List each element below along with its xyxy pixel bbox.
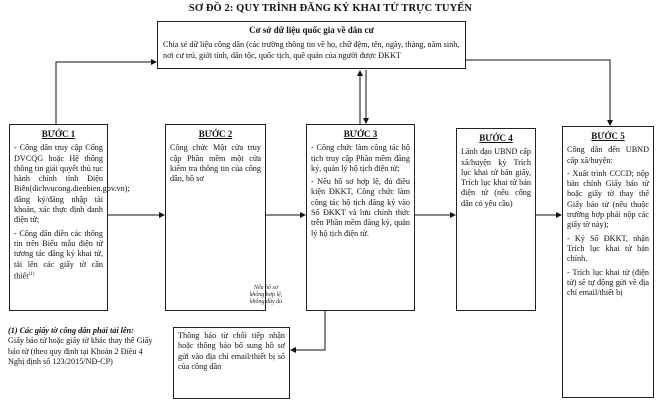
footnote-heading: (1) Các giấy tờ công dân phải tải lên: <box>8 326 134 335</box>
step-3-heading: BƯỚC 3 <box>343 129 378 139</box>
step-5-heading: BƯỚC 5 <box>591 131 625 141</box>
step-1-text-1: - Công dân truy cập Cổng DVCQG hoặc Hệ thống thông tin giải quyết thủ tục hành chính tỉnh Điện Biên(dichvucong.dienbien.gov.vn); đăng ký/đăng nhập tài khoản, xác thực định danh điện tử; <box>14 143 130 225</box>
step-5-text-4: - Trích lục khai tử (điện tử) sẽ tự động gửi về địa chỉ email/thiết bị <box>567 267 649 298</box>
arrow-step3-reject <box>291 311 325 350</box>
step-5-text-1: Công dân đến UBND cấp xã/huyện: <box>567 145 649 165</box>
database-heading: Cơ sở dữ liệu quốc gia về dân cư <box>249 25 374 35</box>
step-5-text-2: - Xuất trình CCCD; nộp bản chính Giấy báo tử hoặc giấy tờ thay thế Giấy báo tử (nếu thuộc trường hợp phải nộp các giấy tờ này); <box>567 168 649 230</box>
reject-condition-note: Nếu hồ sơ không hợp lệ, không đầy đủ <box>249 285 283 305</box>
step-3-text-2: - Nếu hồ sơ hợp lệ, đủ điều kiện ĐKKT, Công chức làm công tác hộ tịch đăng ký vào Sổ ĐKKT và lưu chính thức trên Phần mềm đăng ký, quản lý hộ tịch điện tử. <box>311 177 410 238</box>
step-4-heading: BƯỚC 4 <box>479 133 513 143</box>
step-4-text: Lãnh đạo UBND cấp xã/huyện ký Trích lục khai tử bản giấy, Trích lục khai tử bản điện tử (nếu công dân có yêu cầu) <box>461 147 531 208</box>
arrow-db-step5 <box>466 60 610 125</box>
step-5-text-3: - Ký Sổ ĐKKT, nhận Trích lục khai tử bản chính. <box>567 233 649 264</box>
step-3-text-1: - Công chức làm công tác hộ tịch truy cập Phần mềm đăng ký, quản lý hộ tịch điện tử; <box>311 143 410 173</box>
database-text: Chia sẻ dữ liệu công dân (các trường thông tin về họ, chữ đệm, tên, ngày, tháng, năm sinh, nơi cư trú, giới tính, dân tộc, quốc tịch, quê quán của người được ĐKKT <box>163 40 460 60</box>
footnote-marker: (1) <box>28 271 35 277</box>
reject-text: Thông báo từ chối tiếp nhận hoặc thông báo bổ sung hồ sơ gửi vào địa chỉ email/thiết bị số của công dân <box>178 331 285 371</box>
footnote-text: Giấy báo tử hoặc giấy tờ khác thay thế Giấy báo tử (theo quy định tại Khoản 2 Điều 4 Nghị định số 123/2015/NĐ-CP) <box>8 336 153 366</box>
arrow-step1-db <box>56 62 156 124</box>
step-1-heading: BƯỚC 1 <box>41 129 76 139</box>
diagram-title: SƠ ĐỒ 2: QUY TRÌNH ĐĂNG KÝ KHAI TỬ TRỰC TUYẾN <box>188 3 473 14</box>
step-2-text: Công chức Một cửa truy cập Phần mềm một cửa kiểm tra thông tin của công dân, hồ sơ <box>170 143 261 184</box>
step-2-heading: BƯỚC 2 <box>198 129 233 139</box>
step-1-text-2: - Công dân điền các thông tin trên Biểu mẫu điện tử tương tác đăng ký khai tử, tải lên các giấy tờ cần thiết$^{(1)}$ <box>14 228 103 281</box>
